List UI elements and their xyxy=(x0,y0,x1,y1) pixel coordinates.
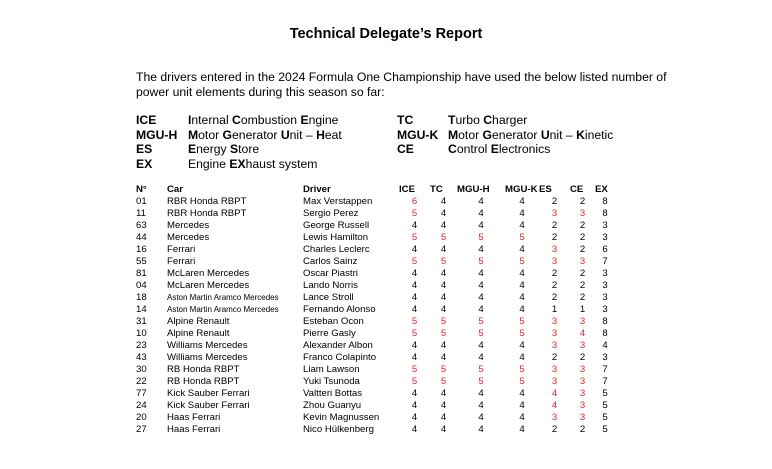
value-ce: 3 xyxy=(579,388,586,399)
legend-name-part: G xyxy=(222,127,233,142)
value-ce: 1 xyxy=(579,304,586,315)
value-mgu-h: 4 xyxy=(478,196,484,207)
table-row xyxy=(136,412,615,424)
value-ice: 4 xyxy=(411,412,418,423)
value-ce: 3 xyxy=(579,412,586,423)
header-mgu-h: MGU-H xyxy=(457,183,490,195)
legend-name-part: ombustion xyxy=(240,113,301,127)
value-es: 1 xyxy=(551,304,558,315)
value-tc: 4 xyxy=(440,412,447,423)
value-ex: 7 xyxy=(602,376,608,387)
legend-name xyxy=(448,113,527,128)
value-ice: 6 xyxy=(411,196,418,207)
car-name: Haas Ferrari xyxy=(167,424,221,435)
value-tc: 4 xyxy=(440,196,447,207)
car-name: McLaren Mercedes xyxy=(167,268,250,279)
driver-name: Oscar Piastri xyxy=(303,268,358,279)
table-row xyxy=(136,220,615,232)
value-ce: 3 xyxy=(579,340,586,351)
table-row xyxy=(136,244,615,256)
value-mgu-h: 5 xyxy=(478,376,484,387)
driver-name: Pierre Gasly xyxy=(303,328,356,339)
value-ce: 2 xyxy=(579,268,586,279)
table-row xyxy=(136,376,615,388)
legend-name-part: Engine xyxy=(188,156,230,171)
value-mgu-h: 4 xyxy=(478,220,484,231)
driver-name: Carlos Sainz xyxy=(303,256,358,267)
value-es: 2 xyxy=(551,424,558,435)
header-driver: Driver xyxy=(303,183,331,195)
value-es: 3 xyxy=(551,328,558,339)
legend-item-tc xyxy=(397,113,527,128)
value-es: 4 xyxy=(551,388,558,399)
car-number: 10 xyxy=(136,328,147,339)
car-number: 04 xyxy=(136,280,147,291)
value-ice: 4 xyxy=(411,340,418,351)
car-name: Kick Sauber Ferrari xyxy=(167,388,250,399)
value-mgu-k: 4 xyxy=(519,352,525,363)
value-mgu-k: 4 xyxy=(519,400,525,411)
legend-name-part: K xyxy=(576,127,585,142)
legend-name-part: nit – xyxy=(549,127,577,142)
value-tc: 4 xyxy=(440,220,447,231)
value-ce: 3 xyxy=(579,208,586,219)
value-ice: 5 xyxy=(411,208,418,219)
car-number: 11 xyxy=(136,208,146,219)
legend-name-part: E xyxy=(188,142,197,156)
table-row xyxy=(136,292,615,304)
car-number: 55 xyxy=(136,256,147,267)
value-ice: 4 xyxy=(411,400,418,411)
car-name: Alpine Renault xyxy=(167,316,230,327)
legend-name-part: nternal xyxy=(191,113,233,127)
value-ce: 3 xyxy=(579,400,586,411)
legend-name-part: C xyxy=(232,113,241,127)
value-mgu-h: 4 xyxy=(478,268,484,279)
legend-abbr: ES xyxy=(136,142,153,156)
car-name: Aston Martin Aramco Mercedes xyxy=(167,293,279,302)
table-row xyxy=(136,340,615,352)
value-ce: 2 xyxy=(579,232,586,243)
value-tc: 5 xyxy=(440,376,447,387)
table-row xyxy=(136,208,615,220)
value-mgu-k: 5 xyxy=(519,328,525,339)
car-number: 44 xyxy=(136,232,147,243)
table-row xyxy=(136,388,615,400)
value-mgu-h: 4 xyxy=(478,340,484,351)
table-row xyxy=(136,280,615,292)
driver-name: Yuki Tsunoda xyxy=(303,376,360,387)
value-es: 3 xyxy=(551,340,558,351)
value-ce: 2 xyxy=(579,352,586,363)
car-number: 30 xyxy=(136,364,147,375)
value-mgu-h: 5 xyxy=(478,232,484,243)
value-ex: 3 xyxy=(602,280,608,291)
value-mgu-k: 4 xyxy=(519,208,525,219)
value-tc: 4 xyxy=(440,292,447,303)
value-ce: 2 xyxy=(579,280,586,291)
legend-name-part: eat xyxy=(324,127,342,142)
value-es: 2 xyxy=(551,220,558,231)
value-mgu-k: 4 xyxy=(519,268,525,279)
table-row xyxy=(136,328,615,340)
car-name: Alpine Renault xyxy=(167,328,230,339)
value-es: 4 xyxy=(551,400,558,411)
legend-item-mgu-h xyxy=(136,128,342,143)
value-mgu-k: 4 xyxy=(519,340,525,351)
legend-abbr: TC xyxy=(397,113,414,127)
value-ex: 5 xyxy=(602,400,608,411)
legend-name-part: E xyxy=(490,142,499,156)
value-ce: 3 xyxy=(579,316,586,327)
car-number: 14 xyxy=(136,304,147,315)
car-number: 27 xyxy=(136,424,147,435)
legend-name-part: M xyxy=(188,127,199,142)
legend-name-part: EX xyxy=(229,156,246,171)
legend-name xyxy=(188,142,259,157)
value-mgu-h: 5 xyxy=(478,316,484,327)
table-row xyxy=(136,400,615,412)
table-row xyxy=(136,304,615,316)
car-name: RB Honda RBPT xyxy=(167,364,240,375)
legend-item-ice xyxy=(136,113,338,128)
car-name: Haas Ferrari xyxy=(167,412,221,423)
table-row xyxy=(136,256,615,268)
value-tc: 5 xyxy=(440,232,447,243)
power-unit-table xyxy=(136,183,615,436)
legend-name-part: G xyxy=(482,127,493,142)
car-name: Kick Sauber Ferrari xyxy=(167,400,250,411)
car-number: 23 xyxy=(136,340,147,351)
value-ce: 3 xyxy=(579,256,586,267)
value-mgu-k: 4 xyxy=(519,424,525,435)
legend-name-part: otor xyxy=(458,127,483,142)
value-ice: 5 xyxy=(411,364,418,375)
value-mgu-h: 4 xyxy=(478,388,484,399)
legend-name-part: ngine xyxy=(308,113,339,127)
value-ex: 3 xyxy=(602,352,608,363)
value-ce: 2 xyxy=(579,292,586,303)
value-mgu-h: 4 xyxy=(478,244,484,255)
value-es: 2 xyxy=(551,196,558,207)
legend-name-part: nergy xyxy=(196,142,231,156)
car-name: McLaren Mercedes xyxy=(167,280,250,291)
value-mgu-h: 4 xyxy=(478,304,484,315)
car-number: 20 xyxy=(136,412,147,423)
value-mgu-k: 4 xyxy=(519,412,525,423)
value-tc: 5 xyxy=(440,316,447,327)
value-mgu-h: 4 xyxy=(478,412,484,423)
car-number: 24 xyxy=(136,400,147,411)
car-name: RB Honda RBPT xyxy=(167,376,240,387)
legend-name-part: enerator xyxy=(492,127,541,142)
value-ice: 4 xyxy=(411,220,418,231)
legend-name-part: M xyxy=(448,127,459,142)
value-ce: 2 xyxy=(579,424,586,435)
value-es: 3 xyxy=(551,316,558,327)
driver-name: Lando Norris xyxy=(303,280,358,291)
car-name: Williams Mercedes xyxy=(167,352,248,363)
value-ice: 4 xyxy=(411,304,418,315)
value-ice: 4 xyxy=(411,268,418,279)
legend-name xyxy=(188,157,317,172)
legend-name-part: otor xyxy=(198,127,223,142)
value-es: 3 xyxy=(551,208,558,219)
legend-item-ex xyxy=(136,157,317,172)
car-number: 81 xyxy=(136,268,147,279)
value-ice: 4 xyxy=(411,424,418,435)
car-name: Ferrari xyxy=(167,244,196,255)
intro-paragraph: The drivers entered in the 2024 Formula One Championship have used the below listed number of power unit elements during this season so far: xyxy=(136,70,667,99)
value-es: 2 xyxy=(551,268,558,279)
report-title: Technical Delegate’s Report xyxy=(289,26,483,42)
value-mgu-h: 5 xyxy=(478,256,484,267)
driver-name: Esteban Ocon xyxy=(303,316,364,327)
value-mgu-k: 5 xyxy=(519,232,525,243)
table-row xyxy=(136,268,615,280)
value-ice: 4 xyxy=(411,292,418,303)
value-ce: 4 xyxy=(579,328,586,339)
value-ex: 8 xyxy=(602,328,608,339)
value-mgu-k: 5 xyxy=(519,316,525,327)
value-mgu-k: 4 xyxy=(519,196,525,207)
value-ex: 6 xyxy=(602,244,608,255)
legend-name-part: C xyxy=(483,113,493,127)
legend-name-part: H xyxy=(316,127,325,142)
legend-name-part: enerator xyxy=(232,127,281,142)
car-name: RBR Honda RBPT xyxy=(167,196,247,207)
car-name: Mercedes xyxy=(167,220,210,231)
value-ex: 5 xyxy=(602,424,608,435)
value-ex: 5 xyxy=(602,412,608,423)
value-ex: 7 xyxy=(602,256,608,267)
value-ice: 4 xyxy=(411,244,418,255)
value-tc: 4 xyxy=(440,400,447,411)
value-ex: 3 xyxy=(602,220,608,231)
value-mgu-h: 4 xyxy=(478,424,484,435)
legend-name-part: lectronics xyxy=(498,142,551,156)
legend-name-part: E xyxy=(300,113,309,127)
table-row xyxy=(136,424,615,436)
car-name: Mercedes xyxy=(167,232,210,243)
driver-name: Kevin Magnussen xyxy=(303,412,380,423)
value-tc: 5 xyxy=(440,364,447,375)
car-name: Ferrari xyxy=(167,256,196,267)
header-ice: ICE xyxy=(399,183,415,195)
legend-name-part: S xyxy=(230,142,239,156)
value-es: 2 xyxy=(551,292,558,303)
car-number: 22 xyxy=(136,376,147,387)
table-row xyxy=(136,196,615,208)
table-row xyxy=(136,364,615,376)
driver-name: Nico Hülkenberg xyxy=(303,424,374,435)
value-es: 3 xyxy=(551,244,558,255)
value-ice: 5 xyxy=(411,376,418,387)
car-number: 63 xyxy=(136,220,147,231)
car-name: RBR Honda RBPT xyxy=(167,208,247,219)
value-tc: 4 xyxy=(440,208,447,219)
value-tc: 4 xyxy=(440,244,447,255)
legend-name-part: harger xyxy=(492,113,528,127)
value-tc: 4 xyxy=(440,280,447,291)
car-number: 31 xyxy=(136,316,147,327)
car-number: 16 xyxy=(136,244,147,255)
value-tc: 4 xyxy=(440,388,447,399)
driver-name: Franco Colapinto xyxy=(303,352,377,363)
value-mgu-h: 4 xyxy=(478,280,484,291)
value-ex: 4 xyxy=(602,340,608,351)
value-ce: 3 xyxy=(579,376,586,387)
table-header-row xyxy=(136,183,615,196)
legend-name-part: urbo xyxy=(455,113,484,127)
legend-name-part: U xyxy=(540,127,550,142)
value-mgu-k: 4 xyxy=(519,292,525,303)
car-number: 18 xyxy=(136,292,147,303)
value-ex: 5 xyxy=(602,388,608,399)
driver-name: Charles Leclerc xyxy=(303,244,370,255)
driver-name: Sergio Perez xyxy=(303,208,359,219)
driver-name: Valtteri Bottas xyxy=(303,388,363,399)
value-ice: 5 xyxy=(411,328,418,339)
value-ce: 2 xyxy=(579,244,586,255)
legend-item-ce xyxy=(397,142,550,157)
header-ce: CE xyxy=(570,183,584,195)
table-row xyxy=(136,232,615,244)
legend-name-part: inetic xyxy=(584,127,614,142)
value-ex: 3 xyxy=(602,292,608,303)
value-ice: 5 xyxy=(411,316,418,327)
legend-name xyxy=(448,128,613,143)
value-ex: 3 xyxy=(602,268,608,279)
value-tc: 5 xyxy=(440,256,447,267)
value-mgu-h: 5 xyxy=(478,328,484,339)
value-ce: 2 xyxy=(579,220,586,231)
value-ex: 8 xyxy=(602,208,608,219)
value-es: 2 xyxy=(551,280,558,291)
value-ice: 5 xyxy=(411,256,418,267)
value-ice: 4 xyxy=(411,352,418,363)
value-tc: 4 xyxy=(440,304,447,315)
driver-name: Fernando Alonso xyxy=(303,304,376,315)
value-tc: 4 xyxy=(440,424,447,435)
driver-name: Lance Stroll xyxy=(303,292,354,303)
driver-name: Max Verstappen xyxy=(303,196,373,207)
value-tc: 4 xyxy=(440,352,447,363)
value-es: 2 xyxy=(551,232,558,243)
legend-name-part: I xyxy=(188,113,192,127)
value-tc: 4 xyxy=(440,340,447,351)
table-row xyxy=(136,352,615,364)
driver-name: George Russell xyxy=(303,220,370,231)
legend-name xyxy=(188,113,338,128)
header-mgu-k: MGU-K xyxy=(505,183,538,195)
value-ex: 7 xyxy=(602,364,608,375)
car-number: 01 xyxy=(136,196,147,207)
value-es: 3 xyxy=(551,256,558,267)
header-ex: EX xyxy=(595,183,608,195)
car-number: 43 xyxy=(136,352,147,363)
legend-item-mgu-k xyxy=(397,128,613,143)
legend-name-part: ontrol xyxy=(456,142,491,156)
value-ex: 8 xyxy=(602,316,608,327)
value-mgu-h: 4 xyxy=(478,208,484,219)
legend-name-part: U xyxy=(280,127,290,142)
value-ex: 8 xyxy=(602,196,608,207)
header-car: Car xyxy=(167,183,183,195)
legend-name-part: nit – xyxy=(289,127,317,142)
value-ce: 3 xyxy=(579,364,586,375)
legend-name xyxy=(448,142,550,157)
value-mgu-k: 5 xyxy=(519,256,525,267)
driver-name: Zhou Guanyu xyxy=(303,400,362,411)
value-mgu-k: 4 xyxy=(519,244,525,255)
legend-name-part: C xyxy=(448,142,457,156)
value-tc: 4 xyxy=(440,268,447,279)
header-es: ES xyxy=(539,183,552,195)
legend-name-part: haust system xyxy=(245,156,318,171)
car-name: Williams Mercedes xyxy=(167,340,248,351)
value-ice: 5 xyxy=(411,232,418,243)
legend-item-es xyxy=(136,142,259,157)
value-ce: 2 xyxy=(579,196,586,207)
header-tc: TC xyxy=(430,183,443,195)
driver-name: Alexander Albon xyxy=(303,340,373,351)
legend-name xyxy=(188,128,342,143)
value-mgu-k: 5 xyxy=(519,364,525,375)
value-ex: 3 xyxy=(602,304,608,315)
header-no: N° xyxy=(136,183,147,195)
legend-name-part: T xyxy=(448,113,456,127)
value-ex: 3 xyxy=(602,232,608,243)
car-name: Aston Martin Aramco Mercedes xyxy=(167,305,279,314)
value-es: 2 xyxy=(551,352,558,363)
value-mgu-h: 4 xyxy=(478,292,484,303)
value-es: 3 xyxy=(551,364,558,375)
value-es: 3 xyxy=(551,412,558,423)
value-es: 3 xyxy=(551,376,558,387)
value-mgu-k: 4 xyxy=(519,388,525,399)
legend-abbr: CE xyxy=(397,142,414,156)
value-mgu-k: 4 xyxy=(519,280,525,291)
value-ice: 4 xyxy=(411,388,418,399)
value-mgu-h: 5 xyxy=(478,364,484,375)
legend-abbr: EX xyxy=(136,156,153,171)
value-mgu-k: 4 xyxy=(519,304,525,315)
table-row xyxy=(136,316,615,328)
legend-abbr: ICE xyxy=(136,113,157,127)
legend-abbr: MGU-K xyxy=(397,127,439,142)
value-mgu-h: 4 xyxy=(478,400,484,411)
value-mgu-k: 5 xyxy=(519,376,525,387)
driver-name: Lewis Hamilton xyxy=(303,232,369,243)
legend-name-part: tore xyxy=(238,142,260,156)
value-mgu-h: 4 xyxy=(478,352,484,363)
car-number: 77 xyxy=(136,388,147,399)
value-ice: 4 xyxy=(411,280,418,291)
legend-abbr: MGU-H xyxy=(136,127,178,142)
value-mgu-k: 4 xyxy=(519,220,525,231)
driver-name: Liam Lawson xyxy=(303,364,360,375)
value-tc: 5 xyxy=(440,328,447,339)
